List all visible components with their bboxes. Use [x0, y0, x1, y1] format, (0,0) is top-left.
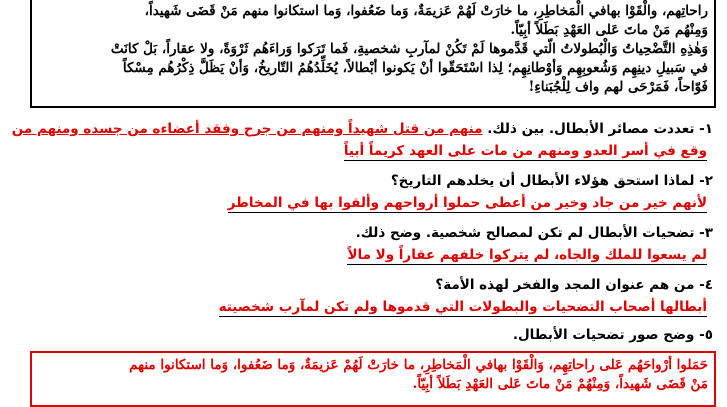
question-number: ٥- [699, 327, 713, 343]
answer-text: أبطالها أصحاب التضحيات والبطولات التي قدموها ولم تكن لمآرب شخصيته [218, 299, 707, 315]
question-5 [18, 324, 713, 346]
question-text: تضحيات الأبطال لم تكن لمصالح شخصية. وضح ذلك. [355, 225, 695, 241]
question-1 [11, 118, 713, 162]
answer-text: منهم من قتل شهيداً ومنهم من جرح وفقد أعضاءه من جسده ومنهم من [11, 121, 483, 137]
question-number: ١- [699, 121, 713, 137]
question-3 [18, 222, 713, 266]
passage-line: وَهٰذِهِ التَّضْحِياتُ وَالْبُطولاتُ الّتي قَدَّموها لَمْ تَكُنْ لمآربِ شخصيةِ، فَما تَرَكوا وَراءَهُم ثَرْوَةً، ولا عقاراً، بَلْ كانَتْ [110, 41, 708, 57]
answer-box [30, 351, 716, 407]
question-text: لماذا استحق هؤلاء الأبطال أن يخلدهم التاريخ؟ [390, 173, 695, 189]
passage-line: في سَبيلِ دينِهِم وَشُعوبِهِم وَأوْطانِهِم؛ لِذا اسْتَحَقّوا أنْ يَكونوا أبْطالاً، يُخَلِّدُهُمُ التّاريخُ، وَأنْ يَظَلَّ ذِكْرُهُم مِسْكاً [122, 60, 708, 76]
reading-passage-box [30, 0, 716, 108]
question-number: ٢- [699, 173, 713, 189]
question-text: وضح صور تضحيات الأبطال. [512, 327, 695, 343]
answer-text: لم يسعوا للملك والجاه، لم يتركوا خلفهم عقاراً ولا مالاً [347, 247, 707, 263]
question-2 [18, 170, 713, 214]
passage-line: فَوّاحاً، فَمَرْحَى لهم واف لِلْجُبَناءِ! [528, 79, 708, 95]
answer-box-line: حَمَلوا أرْواحَهُم عَلى راحاتِهِم، وَالْقَوْا بهافي الْمَخاطِرِ، ما خارَتْ لَهُمْ عَزيمَةٌ، وَما ضَعُفوا، وَما استكانوا منهم [129, 357, 708, 373]
passage-line: راحاتِهم، والْقَوْا بهافي الْمَخاطِرِ، ما خارَتْ لَهُمْ عَزيمَةٌ، وَما ضَعُفوا، وَما استكانوا منهم مَنْ قَضَى شَهيداً، [144, 3, 708, 19]
answer-text: وقع في أسر العدو ومنهم من مات على العهد كريماً أبياً [343, 143, 707, 159]
answer-text: لأنهم خير من جاد وخير من أعطى حملوا أرواحهم وألقوا بها في المخاطر [227, 195, 707, 211]
question-text: من هم عنوان المجد والفخر لهذه الأمة؟ [435, 277, 695, 293]
question-4 [18, 274, 713, 318]
question-text: تعددت مصائر الأبطال. بين ذلك. [487, 121, 695, 137]
answer-box-line: مَنْ قَضَى شَهيداً، وَمِنْهُمْ مَنْ ماتَ عَلى العَهْدِ بَطَلاً أبِيّاً. [412, 376, 708, 392]
question-number: ٣- [699, 225, 713, 241]
question-number: ٤- [699, 277, 713, 293]
passage-line: وَمِنْهُم مَنْ ماتَ عَلى العَهْدِ بَطَلاً أبِيّاً. [510, 22, 708, 38]
